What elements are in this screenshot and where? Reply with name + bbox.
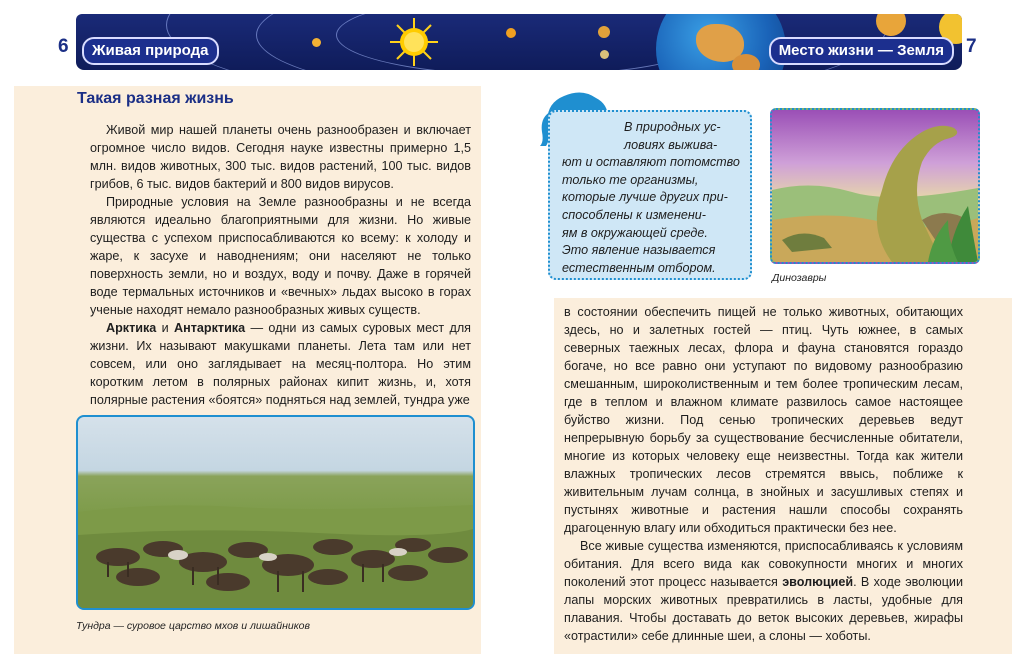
note-line: естественным отбором. bbox=[562, 260, 716, 275]
paragraph: в состоянии обеспечить пищей не только животных, обитающих здесь, но и залетных гостей — птиц. Чуть южнее, в самых северных таежных лесах, флора и фауна становятся гораздо богаче, но все равно они уступают по видовому разнообразию смешанным, широколиственным и тем более тропическим лесам, где в теплом и влажном климате развилось самое настоящее буйство жизни. Под сенью тропических деревьев ведут непрерывную борьбу за существование бесчисленные обитатели, многие из которых человеку еще неизвестны. Тогда как жители влажных тропических лесов стремятся ввысь, поближе к живительным лучам солнца, в знойных и засушливых степях и пустынях животные и растения нашли способы сохранять драгоценную влагу или обходиться практически без нее. bbox=[564, 305, 963, 535]
note-line: ям в окружающей среде. bbox=[562, 225, 708, 240]
paragraph bbox=[564, 537, 963, 645]
dinosaurs-caption: Динозавры bbox=[772, 272, 827, 284]
note-line: ют и оставляют потомство bbox=[562, 155, 740, 170]
tundra-photo bbox=[76, 415, 475, 610]
note-line: только те организмы, bbox=[562, 172, 699, 187]
note-text bbox=[562, 119, 740, 277]
text-fragment: и bbox=[156, 321, 175, 335]
reindeer-herd-illustration bbox=[78, 417, 473, 608]
note-line: Это явление называется bbox=[562, 243, 716, 258]
planet-icon bbox=[598, 26, 610, 38]
right-section-title: Место жизни — Земля bbox=[769, 37, 954, 65]
left-section-title: Живая природа bbox=[82, 37, 219, 65]
article-title: Такая разная жизнь bbox=[77, 90, 234, 107]
paragraph: Природные условия на Земле разнообразны и не всегда являются идеально благоприятными для жизни. Но живые существа с успехом приспосабливаются ко всему: к холоду и жаре, к засухе и наводнениям; они населяют не только поверхность земли, но и воздух, воду и почву. Даже в горячей воде термальных источников и «вечных» льдах высоко в горах ученые находят немало разнообразных живых существ. bbox=[90, 195, 471, 317]
note-line: способлены к изменени- bbox=[562, 207, 707, 222]
right-text-column bbox=[564, 303, 963, 645]
text-fragment: — одни из самых суровых мест для жизни. Их называют макушками планеты. Лета там или нет совсем, или оно заглядывает на месяц-полтора. Но этим коротким летом в полярных районах кипит жизнь, и, хотя полярные растения «боятся» подняться над землей, тундра уже bbox=[90, 321, 471, 407]
paragraph: Живой мир нашей планеты очень разнообразен и включает огромное число видов. Сегодня науке известны примерно 1,5 млн. видов животных, 300 тыс. видов растений, 100 тыс. видов грибов, 6 тыс. видов бактерий и 800 видов вирусов. bbox=[90, 123, 471, 191]
tundra-caption: Тундра — суровое царство мхов и лишайников bbox=[76, 620, 310, 632]
note-line: которые лучше других при- bbox=[562, 190, 728, 205]
term-arctic: Арктика bbox=[106, 321, 157, 335]
left-text-column bbox=[90, 121, 471, 409]
dinosaurs-illustration bbox=[770, 108, 980, 264]
planet-icon bbox=[312, 38, 321, 47]
text-fragment: Все живые существа изменяются, приспосабливаясь к условиям обитания. Для всего вида как совокупности многих и многих поколений этот процесс называется bbox=[564, 539, 963, 589]
text-fragment: . В ходе эволюции лапы морских животных превратились в ласты, удобные для плавания. Чтобы доставать до веток высоких деревьев, жирафы «отрастили» себе длинные шеи, а слоны — хоботы. bbox=[564, 575, 963, 643]
sun-icon bbox=[388, 16, 440, 68]
earth-icon bbox=[656, 14, 786, 70]
note-line: ловиях выжива- bbox=[624, 137, 718, 152]
planet-icon bbox=[600, 50, 609, 59]
right-page-number: 7 bbox=[966, 36, 977, 57]
paragraph bbox=[90, 319, 471, 409]
planet-icon bbox=[506, 28, 516, 38]
left-page-number: 6 bbox=[58, 36, 69, 57]
term-antarctic: Антарктика bbox=[174, 321, 246, 335]
term-evolution: эволюцией bbox=[782, 575, 854, 589]
note-line: В природных ус- bbox=[624, 120, 721, 134]
